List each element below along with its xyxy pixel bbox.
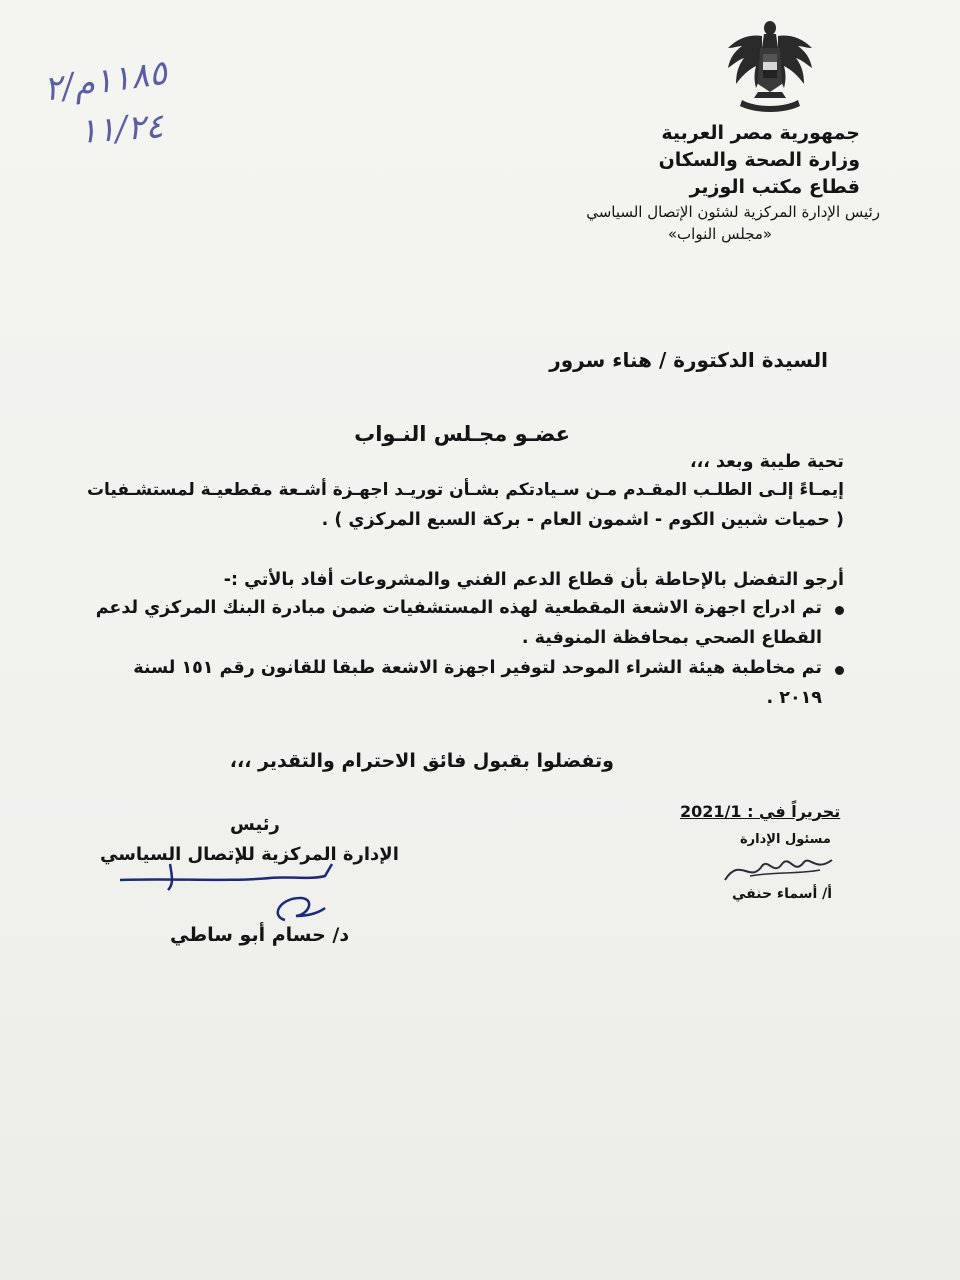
officer-name: أ/ أسماء حنفي	[732, 886, 833, 902]
greeting: تحية طيبة وبعد ،،،	[690, 452, 844, 472]
officer-title: مسئول الإدارة	[740, 832, 831, 847]
body-line-1: إيمـاءً إلـى الطلـب المقـدم مـن سـيادتكم بشـأن توريـد اجهـزة أشـعة مقطعيـة لمستشـفيات	[86, 480, 844, 500]
bullet-2-line-2: ٢٠١٩ .	[766, 688, 822, 708]
signatory-title: رئيس	[230, 814, 280, 835]
bullet-icon	[835, 606, 844, 615]
signatory-name: د/ حسام أبو ساطي	[170, 924, 350, 946]
bullet-2-line-1: تم مخاطبة هيئة الشراء الموحد لتوفير اجهزة الاشعة طبقا للقانون رقم ١٥١ لسنة	[133, 658, 822, 678]
signatory-signature	[110, 858, 360, 928]
handwritten-note-line1: ١١٨٥م/٢	[41, 52, 170, 110]
letterhead-council: «مجلس النواب»	[667, 225, 773, 243]
closing: وتفضلوا بقبول فائق الاحترام والتقدير ،،،	[229, 750, 614, 772]
officer-signature	[720, 846, 840, 890]
signatory-department: الإدارة المركزية للإتصال السياسي	[100, 844, 399, 865]
letterhead	[520, 120, 880, 245]
bullet-1-line-2: القطاع الصحي بمحافظة المنوفية .	[521, 628, 822, 648]
handwritten-note-line2: ١١/٢٤	[77, 106, 165, 152]
body-line-3: أرجو التفضل بالإحاطة بأن قطاع الدعم الفني والمشروعات أفاد بالأتي :-	[223, 570, 844, 590]
addressee: السيدة الدكتورة / هناء سرور	[549, 348, 828, 372]
letterhead-ministry: وزارة الصحة والسكان	[658, 149, 860, 171]
bullet-1-line-1: تم ادراج اجهزة الاشعة المقطعية لهذه المستشفيات ضمن مبادرة البنك المركزي لدعم	[95, 598, 822, 618]
letterhead-sector: قطاع مكتب الوزير	[689, 176, 860, 198]
body-line-2: ( حميات شبين الكوم - اشمون العام - بركة السبع المركزي ) .	[321, 510, 844, 530]
eagle-emblem-icon	[720, 14, 820, 124]
letterhead-department: رئيس الإدارة المركزية لشئون الإتصال السياسي	[586, 203, 880, 221]
bullet-icon	[835, 666, 844, 675]
date-label: تحريراً في : 2021/1	[680, 802, 841, 821]
letterhead-country: جمهورية مصر العربية	[661, 122, 860, 144]
handwritten-note	[12, 52, 202, 162]
addressee-title: عضـو مجـلس النـواب	[354, 422, 570, 446]
